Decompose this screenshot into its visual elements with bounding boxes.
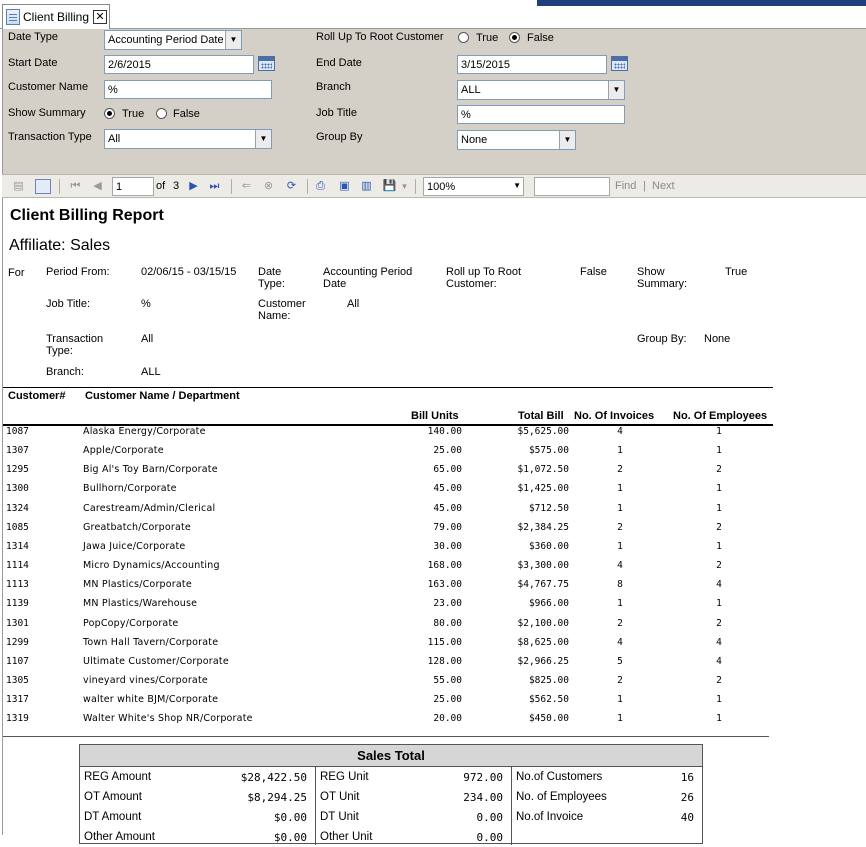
employee-count-cell: 1 — [716, 483, 722, 495]
reg-amount-value: $28,422.50 — [240, 771, 307, 784]
branch-select[interactable] — [457, 80, 625, 100]
tab-client-billing[interactable] — [2, 4, 110, 29]
employee-count-cell: 2 — [716, 617, 722, 629]
customer-name-cell: Greatbatch/Corporate — [83, 521, 191, 533]
table-row — [3, 560, 773, 579]
transaction-type-select[interactable] — [104, 129, 272, 149]
total-bill-cell: $825.00 — [528, 674, 569, 686]
group-by-label: Group By: — [637, 333, 687, 345]
col-num-employees: No. Of Employees — [673, 410, 768, 422]
customers-label: No.of Customers — [516, 771, 603, 783]
total-bill-cell: $3,300.00 — [517, 560, 569, 572]
date-type-label-line2: Type: — [258, 278, 285, 290]
customer-name-cell: Town Hall Tavern/Corporate — [83, 636, 219, 648]
invoice-count-cell: 4 — [617, 560, 623, 572]
invoice-count-cell: 1 — [617, 540, 623, 552]
find-separator: | — [643, 180, 646, 192]
date-type-label-line1: Date — [258, 266, 282, 278]
total-bill-cell: $2,100.00 — [517, 617, 569, 629]
total-bill-cell: $712.50 — [528, 502, 569, 514]
total-bill-cell: $5,625.00 — [517, 426, 569, 437]
customer-name-cell: Big Al's Toy Barn/Corporate — [83, 464, 218, 476]
customer-name-cell: Ultimate Customer/Corporate — [83, 655, 229, 667]
transaction-type-value: All — [108, 133, 121, 145]
print-layout-icon[interactable]: ▣ — [339, 180, 350, 192]
chevron-down-icon[interactable]: ▼ — [400, 182, 409, 191]
invoice-count-cell: 2 — [617, 674, 623, 686]
customer-name-cell: Carestream/Admin/Clerical — [83, 502, 216, 514]
col-num-invoices: No. Of Invoices — [574, 410, 655, 422]
employee-count-cell: 2 — [716, 464, 722, 476]
calendar-icon[interactable] — [611, 56, 628, 71]
table-row — [3, 579, 773, 598]
date-type-label: Date Type — [8, 31, 58, 43]
col-customer-name: Customer Name / Department — [85, 390, 240, 402]
divider — [3, 736, 769, 737]
branch-value: ALL — [141, 366, 161, 378]
invoices-value: 40 — [680, 811, 694, 824]
report-toolbar — [2, 174, 866, 198]
customer-id-cell: 1113 — [6, 579, 29, 591]
ot-amount-value: $8,294.25 — [247, 791, 307, 804]
customer-name-cell: Walter White's Shop NR/Corporate — [83, 713, 253, 725]
chevron-down-icon[interactable]: ▼ — [225, 31, 241, 49]
total-bill-cell: $8,625.00 — [517, 636, 569, 648]
customer-name-label: Customer Name — [8, 81, 89, 93]
parameters-toggle-icon[interactable] — [35, 179, 51, 194]
invoice-count-cell: 2 — [617, 464, 623, 476]
group-by-select[interactable] — [457, 130, 576, 150]
roll-up-label: Roll Up To Root Customer — [316, 31, 444, 43]
invoice-count-cell: 1 — [617, 694, 623, 706]
employee-count-cell: 2 — [716, 521, 722, 533]
reg-amount-label: REG Amount — [84, 771, 152, 783]
invoices-label: No.of Invoice — [516, 811, 584, 823]
stop-icon[interactable]: ⊗ — [263, 180, 274, 192]
total-bill-cell: $4,767.75 — [517, 579, 569, 591]
table-row — [3, 598, 773, 617]
zoom-value: 100% — [427, 181, 456, 193]
invoice-count-cell: 2 — [617, 521, 623, 533]
bill-units-cell: 30.00 — [433, 540, 462, 552]
other-amount-label: Other Amount — [84, 831, 155, 843]
transaction-type-label: Transaction Type — [8, 131, 92, 143]
chevron-down-icon[interactable]: ▼ — [255, 130, 271, 148]
toolbar-separator — [231, 179, 232, 194]
roll-up-false-label: False — [527, 32, 554, 44]
customer-id-cell: 1299 — [6, 636, 29, 648]
bill-units-cell: 80.00 — [433, 617, 462, 629]
calendar-icon[interactable] — [258, 56, 275, 71]
customer-name-cell: Alaska Energy/Corporate — [83, 426, 206, 437]
bill-units-cell: 163.00 — [427, 579, 462, 591]
refresh-icon[interactable]: ⟳ — [286, 180, 297, 192]
customer-id-cell: 1139 — [6, 598, 29, 610]
bill-units-cell: 115.00 — [427, 636, 462, 648]
table-row — [3, 426, 773, 445]
total-bill-cell: $2,966.25 — [517, 655, 569, 667]
reg-unit-label: REG Unit — [320, 771, 369, 783]
customer-name-cell: Bullhorn/Corporate — [83, 483, 177, 495]
chevron-down-icon[interactable]: ▼ — [559, 131, 575, 149]
job-title-value: % — [141, 298, 151, 310]
show-summary-false-label: False — [173, 108, 200, 120]
end-date-label: End Date — [316, 57, 362, 69]
show-summary-true-label: True — [122, 108, 145, 120]
first-page-icon[interactable]: ⏮ — [70, 180, 81, 192]
report-document-icon — [6, 9, 20, 25]
employee-count-cell: 1 — [716, 694, 722, 706]
next-page-icon[interactable]: ▶ — [189, 180, 198, 192]
divider — [3, 387, 773, 388]
print-icon[interactable]: ⎙ — [316, 180, 325, 192]
invoice-count-cell: 2 — [617, 617, 623, 629]
toolbar-separator — [415, 179, 416, 194]
branch-label: Branch — [316, 81, 351, 93]
period-from-value: 02/06/15 - 03/15/15 — [141, 266, 237, 278]
bill-units-cell: 23.00 — [433, 598, 462, 610]
parameters-panel — [2, 29, 866, 174]
table-row — [3, 483, 773, 502]
job-title-input[interactable]: % — [457, 105, 625, 124]
employee-count-cell: 4 — [716, 636, 722, 648]
col-customer-num: Customer# — [8, 390, 66, 402]
employee-count-cell: 2 — [716, 560, 722, 572]
employee-count-cell: 4 — [716, 655, 722, 667]
end-date-input[interactable]: 3/15/2015 — [457, 55, 607, 74]
branch-value: ALL — [461, 84, 481, 96]
customer-name-label-line1: Customer — [258, 298, 306, 310]
dt-unit-value: 0.00 — [476, 811, 503, 824]
page-number-input[interactable]: 1 — [112, 177, 154, 196]
bill-units-cell: 25.00 — [433, 445, 462, 457]
customer-id-cell: 1295 — [6, 464, 29, 476]
title-bar-fragment — [537, 0, 866, 6]
rollup-label-line2: Customer: — [446, 278, 497, 290]
customer-name-value: All — [347, 298, 360, 310]
table-row — [3, 713, 773, 732]
transaction-type-label-line1: Transaction — [46, 333, 104, 345]
employees-label: No. of Employees — [516, 791, 607, 803]
find-link[interactable]: Find — [615, 180, 637, 192]
customer-name-input[interactable]: % — [104, 80, 272, 99]
customer-id-cell: 1107 — [6, 655, 29, 667]
invoice-count-cell: 4 — [617, 636, 623, 648]
rollup-value: False — [580, 266, 607, 278]
next-link[interactable]: Next — [652, 180, 675, 192]
bill-units-cell: 65.00 — [433, 464, 462, 476]
customer-name-cell: Micro Dynamics/Accounting — [83, 560, 220, 572]
customer-id-cell: 1305 — [6, 674, 29, 686]
customer-name-cell: walter white BJM/Corporate — [83, 694, 219, 706]
col-total-bill: Total Bill — [518, 410, 564, 422]
bill-units-cell: 128.00 — [427, 655, 462, 667]
bill-units-cell: 79.00 — [433, 521, 462, 533]
ot-unit-value: 234.00 — [463, 791, 503, 804]
find-input[interactable] — [534, 177, 610, 196]
employee-count-cell: 1 — [716, 598, 722, 610]
date-type-value-line2: Date — [323, 278, 347, 290]
invoice-count-cell: 1 — [617, 445, 623, 457]
employee-count-cell: 1 — [716, 445, 722, 457]
affiliate-heading: Affiliate: Sales — [9, 237, 111, 254]
summary-value: True — [725, 266, 748, 278]
invoice-count-cell: 5 — [617, 655, 623, 667]
other-unit-value: 0.00 — [476, 831, 503, 844]
branch-label: Branch: — [46, 366, 84, 378]
customer-id-cell: 1317 — [6, 694, 29, 706]
total-bill-cell: $562.50 — [528, 694, 569, 706]
count-column — [512, 767, 702, 845]
customer-id-cell: 1300 — [6, 483, 29, 495]
total-pages: 3 — [173, 180, 180, 192]
customer-name-cell: MN Plastics/Corporate — [83, 579, 192, 591]
ot-unit-label: OT Unit — [320, 791, 360, 803]
job-title-label: Job Title: — [46, 298, 91, 310]
customer-name-cell: MN Plastics/Warehouse — [83, 598, 198, 610]
customer-name-cell: PopCopy/Corporate — [83, 617, 179, 629]
total-bill-cell: $1,072.50 — [517, 464, 569, 476]
invoice-count-cell: 1 — [617, 713, 623, 725]
job-title-label: Job Title — [316, 107, 357, 119]
period-from-label: Period From: — [46, 266, 110, 278]
total-bill-cell: $450.00 — [528, 713, 569, 725]
transaction-type-value: All — [141, 333, 154, 345]
total-bill-cell: $575.00 — [528, 445, 569, 457]
employee-count-cell: 1 — [716, 426, 722, 437]
back-icon[interactable]: ⇐ — [241, 180, 252, 192]
customer-name-cell: Apple/Corporate — [83, 445, 164, 457]
show-summary-label: Show Summary — [8, 107, 86, 119]
invoice-count-cell: 1 — [617, 502, 623, 514]
ot-amount-label: OT Amount — [84, 791, 142, 803]
summary-label-line2: Summary: — [637, 278, 688, 290]
customer-id-cell: 1114 — [6, 560, 29, 572]
employee-count-cell: 1 — [716, 540, 722, 552]
table-row — [3, 522, 773, 541]
sales-total-title: Sales Total — [80, 745, 702, 767]
close-tab-icon[interactable]: ✕ — [93, 10, 107, 24]
customer-id-cell: 1319 — [6, 713, 29, 725]
date-type-value: Accounting Period Date — [108, 34, 224, 46]
bill-units-cell: 140.00 — [427, 426, 462, 437]
toolbar-separator — [307, 179, 308, 194]
group-by-label: Group By — [316, 131, 363, 143]
bill-units-cell: 168.00 — [427, 560, 462, 572]
date-type-select[interactable] — [104, 30, 242, 50]
table-row — [3, 694, 773, 713]
employee-count-cell: 4 — [716, 579, 722, 591]
other-unit-label: Other Unit — [320, 831, 373, 843]
employee-count-cell: 1 — [716, 502, 722, 514]
customer-id-cell: 1307 — [6, 445, 29, 457]
bill-units-cell: 45.00 — [433, 502, 462, 514]
report-body — [2, 198, 866, 844]
table-row — [3, 503, 773, 522]
customer-name-cell: Jawa Juice/Corporate — [83, 540, 186, 552]
reg-unit-value: 972.00 — [463, 771, 503, 784]
bill-units-cell: 25.00 — [433, 694, 462, 706]
bill-units-cell: 20.00 — [433, 713, 462, 725]
bill-units-cell: 45.00 — [433, 483, 462, 495]
customer-id-cell: 1324 — [6, 502, 29, 514]
invoice-count-cell: 8 — [617, 579, 623, 591]
other-amount-value: $0.00 — [273, 831, 307, 844]
unit-column — [316, 767, 512, 845]
last-page-icon[interactable]: ⏭ — [209, 180, 220, 192]
total-bill-cell: $360.00 — [528, 540, 569, 552]
rollup-label-line1: Roll up To Root — [446, 266, 522, 278]
tab-strip — [0, 0, 866, 29]
start-date-label: Start Date — [8, 57, 58, 69]
toolbar-separator — [59, 179, 60, 194]
report-title: Client Billing Report — [10, 207, 164, 224]
amount-column — [80, 767, 316, 845]
table-row — [3, 675, 773, 694]
table-row — [3, 541, 773, 560]
dt-unit-label: DT Unit — [320, 811, 359, 823]
invoice-count-cell: 1 — [617, 598, 623, 610]
table-row — [3, 656, 773, 675]
col-bill-units: Bill Units — [411, 410, 459, 422]
transaction-type-label-line2: Type: — [46, 345, 73, 357]
show-summary-true-radio[interactable] — [104, 108, 115, 119]
customer-name-cell: vineyard vines/Corporate — [83, 674, 208, 686]
table-row — [3, 637, 773, 656]
customer-id-cell: 1087 — [6, 426, 29, 437]
employees-value: 26 — [680, 791, 694, 804]
table-row — [3, 618, 773, 637]
summary-label-line1: Show — [637, 266, 665, 278]
for-label: For — [8, 267, 25, 279]
chevron-down-icon[interactable]: ▼ — [608, 81, 624, 99]
customer-name-label-line2: Name: — [258, 310, 291, 322]
dt-amount-label: DT Amount — [84, 811, 142, 823]
chevron-down-icon[interactable]: ▼ — [513, 181, 521, 190]
customers-value: 16 — [680, 771, 694, 784]
previous-page-icon[interactable]: ◀ — [93, 180, 102, 192]
export-save-icon[interactable]: 💾 — [382, 180, 397, 192]
table-row — [3, 464, 773, 483]
total-bill-cell: $966.00 — [528, 598, 569, 610]
roll-up-true-label: True — [476, 32, 499, 44]
start-date-input[interactable]: 2/6/2015 — [104, 55, 254, 74]
employee-count-cell: 1 — [716, 713, 722, 725]
customer-id-cell: 1085 — [6, 521, 29, 533]
zoom-select[interactable] — [423, 177, 524, 196]
document-map-icon[interactable]: ▤ — [13, 180, 24, 192]
roll-up-true-radio[interactable] — [458, 32, 469, 43]
group-by-value: None — [461, 134, 488, 146]
sales-total-box — [79, 744, 703, 844]
page-setup-icon[interactable]: ▥ — [361, 180, 372, 192]
customer-id-cell: 1314 — [6, 540, 29, 552]
customer-id-cell: 1301 — [6, 617, 29, 629]
page-of-label: of — [156, 180, 166, 192]
total-bill-cell: $1,425.00 — [517, 483, 569, 495]
tab-label: Client Billing — [23, 10, 90, 24]
dt-amount-value: $0.00 — [273, 811, 307, 824]
group-by-value: None — [704, 333, 731, 345]
date-type-value-line1: Accounting Period — [323, 266, 413, 278]
invoice-count-cell: 4 — [617, 426, 623, 437]
roll-up-false-radio[interactable] — [509, 32, 520, 43]
invoice-count-cell: 1 — [617, 483, 623, 495]
bill-units-cell: 55.00 — [433, 674, 462, 686]
employee-count-cell: 2 — [716, 674, 722, 686]
table-row — [3, 445, 773, 464]
show-summary-false-radio[interactable] — [156, 108, 167, 119]
total-bill-cell: $2,384.25 — [517, 521, 569, 533]
